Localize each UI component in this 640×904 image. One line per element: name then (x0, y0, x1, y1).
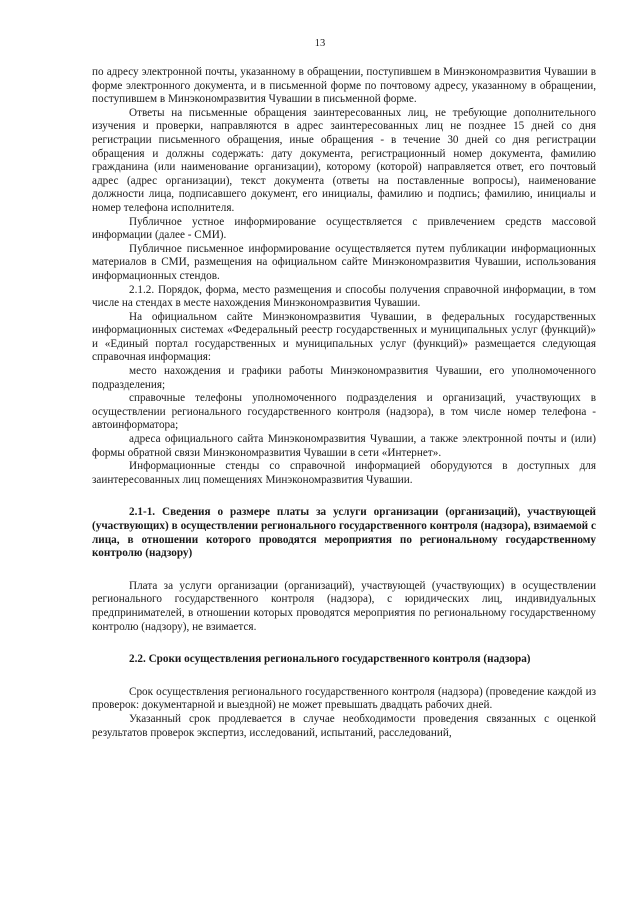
paragraph: Указанный срок продлевается в случае необходимости проведения связанных с оценкой результатов проверок экспертиз, исследований, испытаний, расследований, (92, 712, 596, 739)
document-body (92, 66, 596, 740)
paragraph: Плата за услуги организации (организаций), участвующей (участвующих) в осуществлении регионального государственного контроля (надзора), с юридических лиц, индивидуальных предпринимателей, в отношении которых проводятся мероприятия по региональному государственному контролю (надзору), не взимается. (92, 579, 596, 633)
spacer (92, 487, 596, 506)
paragraph: Публичное устное информирование осуществляется с привлечением средств массовой информации (далее - СМИ). (92, 215, 596, 242)
page-number: 13 (314, 38, 326, 49)
paragraph: Публичное письменное информирование осуществляется путем публикации информационных материалов в СМИ, размещения на официальном сайте Минэкономразвития Чувашии, использования информационных стендов. (92, 242, 596, 282)
spacer (92, 667, 596, 686)
paragraph: справочные телефоны уполномоченного подразделения и организаций, участвующих в осуществлении регионального государственного контроля (надзора), в том числе номер телефона - автоинформатора; (92, 392, 596, 432)
paragraph: Ответы на письменные обращения заинтересованных лиц, не требующие дополнительного изучения и проверки, направляются в адрес заинтересованных лиц не позднее 15 дней со дня регистрации письменного обращения, иные обращения - в течение 30 дней со дня регистрации обращения и должны содержать: дату документа, регистрационный номер документа, фамилию гражданина (или наименование организации), которому (которой) направляется ответ, его почтовый адрес (адрес организации), текст документа (ответы на поставленные вопросы), наименование должности лица, подписавшего документ, его инициалы, фамилию и подпись; фамилию, инициалы и номер телефона исполнителя. (92, 106, 596, 214)
paragraph: Информационные стенды со справочной информацией оборудуются в доступных для заинтересованных лиц помещениях Минэкономразвития Чувашии. (92, 460, 596, 486)
paragraph: место нахождения и графики работы Минэкономразвития Чувашии, его уполномоченного подразделения; (92, 365, 596, 391)
spacer (92, 561, 596, 580)
section-heading: 2.1-1. Сведения о размере платы за услуги организации (организаций), участвующей (участвующих) в осуществлении регионального государственного контроля (надзора), взимаемой с лица, в отношении которого проводятся мероприятия по региональному государственному контролю (надзору) (92, 506, 596, 560)
paragraph: На официальном сайте Минэкономразвития Чувашии, в федеральных государственных информационных системах «Федеральный реестр государственных и муниципальных услуг (функций)» и «Единый портал государственных и муниципальных услуг (функций)» размещается следующая справочная информация: (92, 310, 596, 364)
spacer (92, 634, 596, 653)
section-heading: 2.2. Сроки осуществления регионального государственного контроля (надзора) (129, 653, 531, 666)
paragraph: 2.1.2. Порядок, форма, место размещения и способы получения справочной информации, в том числе на стендах в месте нахождения Минэкономразвития Чувашии. (92, 283, 596, 310)
paragraph: Срок осуществления регионального государственного контроля (надзора) (проведение каждой из проверок: документарной и выездной) не может превышать двадцать рабочих дней. (92, 685, 596, 712)
paragraph: адреса официального сайта Минэкономразвития Чувашии, а также электронной почты и (или) формы обратной связи Минэкономразвития Чувашии в сети «Интернет». (92, 433, 596, 459)
paragraph: по адресу электронной почты, указанному в обращении, поступившем в Минэкономразвития Чувашии в форме электронного документа, и в письменной форме по почтовому адресу, указанному в обращении, поступившем в Минэкономразвития Чувашии в письменной форме. (92, 66, 596, 106)
